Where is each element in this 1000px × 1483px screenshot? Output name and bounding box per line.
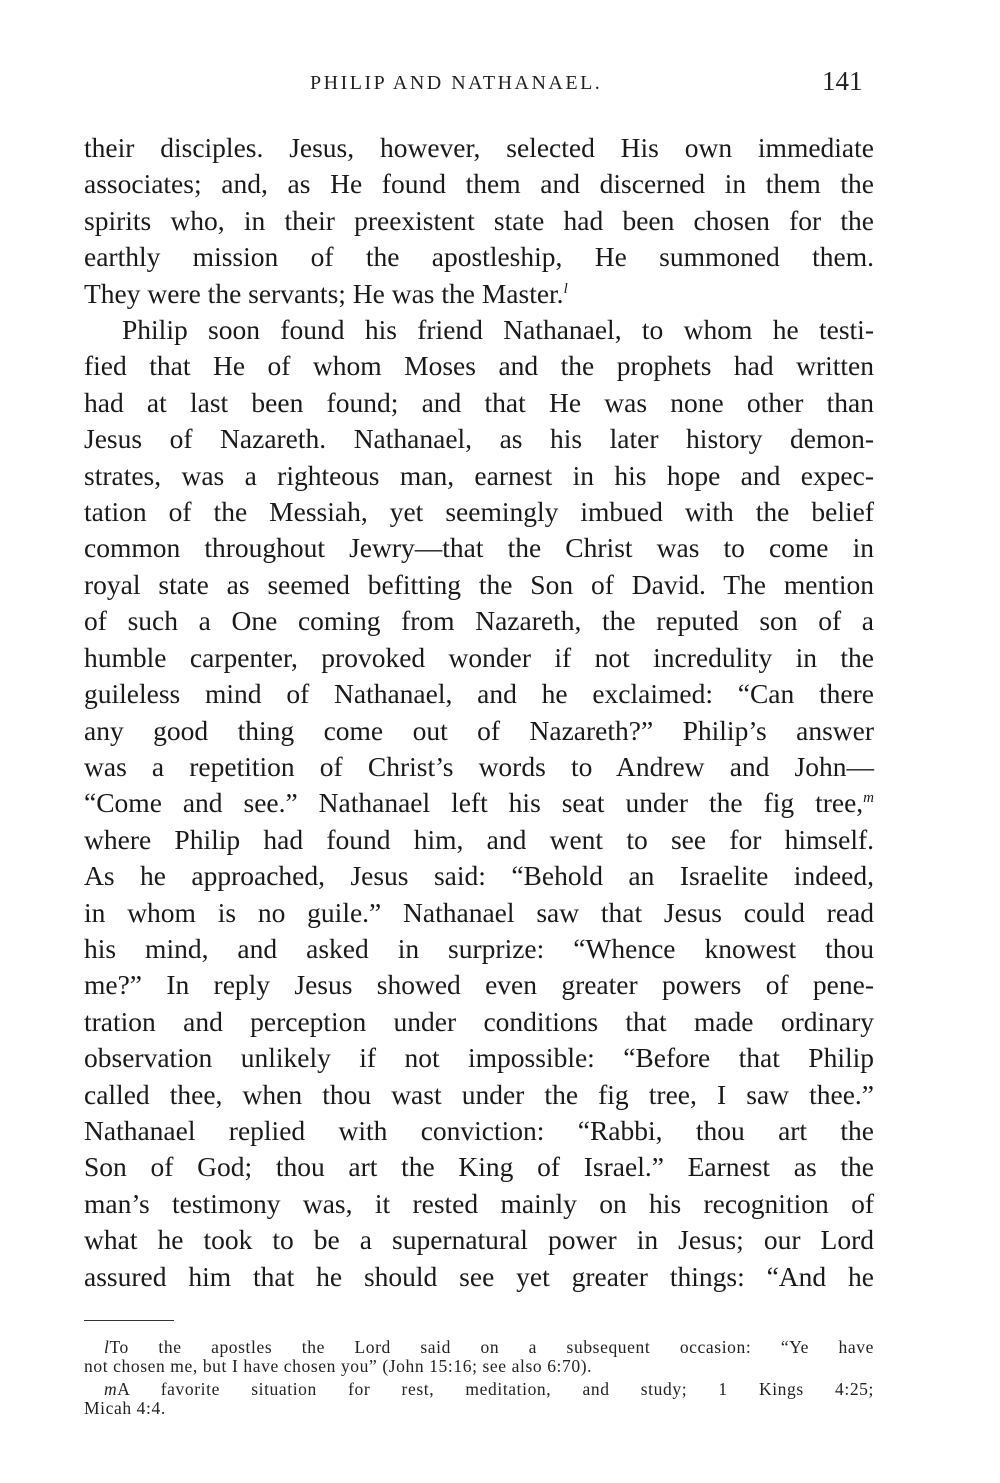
text-line: Jesus of Nazareth. Nathanael, as his later history demon- xyxy=(84,423,874,455)
text-line: strates, was a righteous man, earnest in his hope and expec- xyxy=(84,459,874,491)
text-line: assured him that he should see yet greater things: “And he xyxy=(84,1260,874,1292)
text-line: what he took to be a supernatural power in Jesus; our Lord xyxy=(84,1224,874,1256)
text-line: observation unlikely if not impossible: “Before that Philip xyxy=(84,1042,874,1074)
text-line: called thee, when thou wast under the fig tree, I saw thee.” xyxy=(84,1078,874,1110)
text-line: had at last been found; and that He was none other than xyxy=(84,386,874,418)
text-line: common throughout Jewry—that the Christ was to come in xyxy=(84,532,874,564)
text-line: me?” In reply Jesus showed even greater powers of pene- xyxy=(84,969,874,1001)
footnote-line xyxy=(84,1380,874,1399)
paragraph-2 xyxy=(84,312,874,1295)
text-line-content: They were the servants; He was the Master. xyxy=(84,277,564,309)
text-line: humble carpenter, provoked wonder if not incredulity in the xyxy=(84,641,874,673)
text-line: any good thing come out of Nazareth?” Philip’s answer xyxy=(84,714,874,746)
text-line: his mind, and asked in surprize: “Whence knowest thou xyxy=(84,932,874,964)
footnotes xyxy=(84,1338,874,1422)
footnote-line: Micah 4:4. xyxy=(84,1398,166,1418)
text-line: Son of God; thou art the King of Israel.” Earnest as the xyxy=(84,1151,874,1183)
text-line-content: “Come and see.” Nathanael left his seat under the fig tree, xyxy=(84,787,864,819)
text-line: in whom is no guile.” Nathanael saw that Jesus could read xyxy=(84,896,874,928)
text-line: spirits who, in their preexistent state had been chosen for the xyxy=(84,204,874,236)
text-line: Nathanael replied with conviction: “Rabbi, thou art the xyxy=(84,1114,874,1146)
footnote-m xyxy=(84,1380,874,1418)
text-line: royal state as seemed befitting the Son of David. The mention xyxy=(84,568,874,600)
text-line: their disciples. Jesus, however, selected His own immediate xyxy=(84,132,874,163)
body-text xyxy=(84,130,874,1295)
text-line: man’s testimony was, it rested mainly on his recognition of xyxy=(84,1187,874,1219)
footnote-marker: l xyxy=(104,1337,110,1357)
footnote-marker: m xyxy=(104,1379,118,1399)
footnote-divider xyxy=(84,1320,174,1321)
text-line: Philip soon found his friend Nathanael, to whom he testi- xyxy=(122,314,874,346)
text-line xyxy=(84,785,874,821)
text-line: guileless mind of Nathanael, and he exclaimed: “Can there xyxy=(84,678,874,710)
text-line: where Philip had found him, and went to see for himself. xyxy=(84,823,874,855)
text-line: was a repetition of Christ’s words to Andrew and John— xyxy=(84,750,874,782)
paragraph-1 xyxy=(84,130,874,312)
text-line: tation of the Messiah, yet seemingly imbued with the belief xyxy=(84,496,874,528)
text-line: earthly mission of the apostleship, He summoned them. xyxy=(84,241,874,273)
footnote-line-content: To the apostles the Lord said on a subsequent occasion: “Ye have xyxy=(109,1337,874,1357)
footnote-ref-l: l xyxy=(563,280,568,297)
text-line: of such a One coming from Nazareth, the reputed son of a xyxy=(84,605,874,637)
footnote-ref-m: m xyxy=(863,790,874,807)
text-line xyxy=(84,276,874,312)
text-line: tration and perception under conditions that made ordinary xyxy=(84,1005,874,1037)
text-line: fied that He of whom Moses and the prophets had written xyxy=(84,350,874,382)
text-line: As he approached, Jesus said: “Behold an Israelite indeed, xyxy=(84,860,874,892)
page-number: 141 xyxy=(822,66,863,96)
footnote-line xyxy=(84,1338,874,1357)
text-line: associates; and, as He found them and discerned in them the xyxy=(84,168,874,200)
footnote-l xyxy=(84,1338,874,1376)
footnote-line-content: A favorite situation for rest, meditation, and study; 1 Kings 4:25; xyxy=(117,1379,874,1399)
running-title: PHILIP AND NATHANAEL. xyxy=(310,72,603,94)
footnote-line: not chosen me, but I have chosen you” (John 15:16; see also 6:70). xyxy=(84,1356,593,1376)
